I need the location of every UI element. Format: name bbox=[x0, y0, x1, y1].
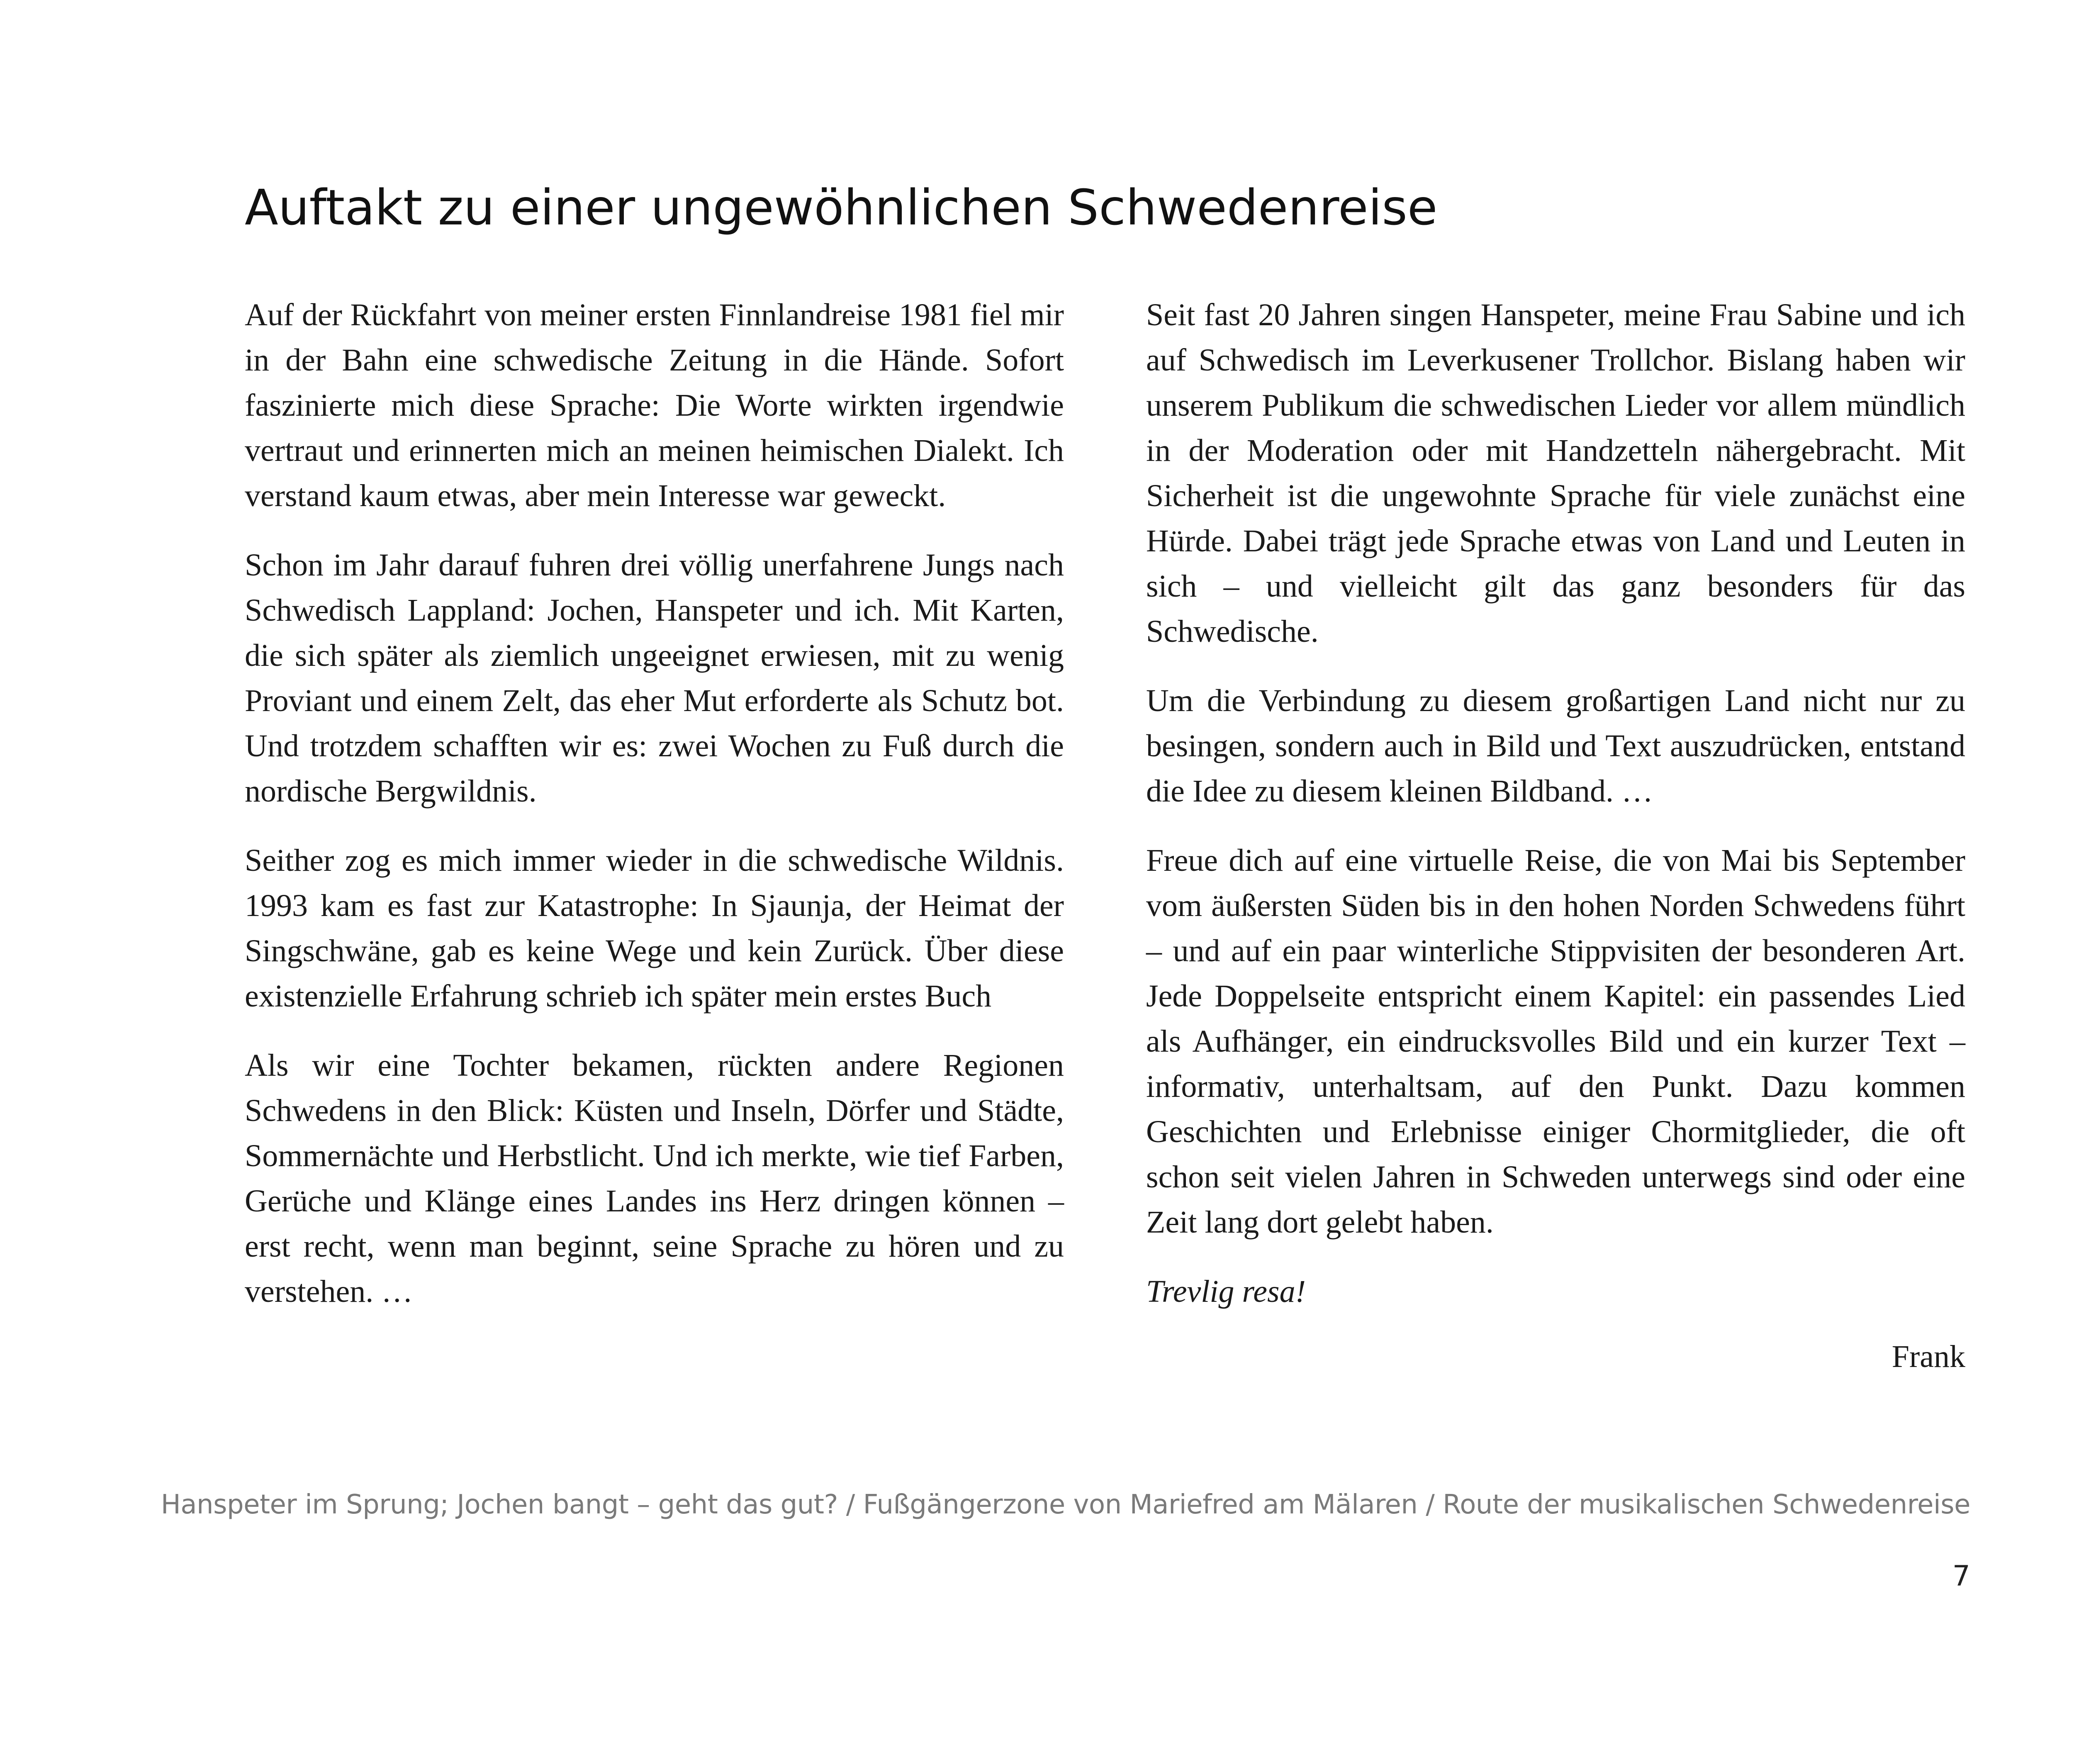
page-number: 7 bbox=[1952, 1560, 1970, 1593]
author-signature: Frank bbox=[1891, 1339, 1965, 1374]
paragraph: Auf der Rückfahrt von meiner ersten Finnlandreise 1981 fiel mir in der Bahn eine schwedische Zeitung in die Hände. Sofort faszinierte mich diese Sprache: Die Worte wirkten irgendwie vertraut und erinnerten mich an meinen heimischen Dialekt. Ich verstand kaum etwas, aber mein Interesse war geweckt. bbox=[245, 297, 1064, 513]
paragraph: Schon im Jahr darauf fuhren drei völlig unerfahrene Jungs nach Schwedisch Lappland: Jochen, Hanspeter und ich. Mit Karten, die sich später als ziemlich ungeeignet erwiesen, mit zu wenig Proviant und einem Zelt, das eher Mut erforderte als Schutz bot. Und trotzdem schafften wir es: zwei Wochen zu Fuß durch die nordische Bergwildnis. bbox=[245, 548, 1064, 809]
paragraph: Seit fast 20 Jahren singen Hanspeter, meine Frau Sabine und ich auf Schwedisch im Leverkusener Trollchor. Bislang haben wir unserem Publikum die schwedischen Lieder vor allem mündlich in der Moderation oder mit Handzetteln nähergebracht. Mit Sicherheit ist die ungewohnte Sprache für viele zunächst eine Hürde. Dabei trägt jede Sprache etwas von Land und Leuten in sich – und vielleicht gilt das ganz besonders für das Schwedische. bbox=[1146, 297, 1965, 649]
left-text-column bbox=[245, 292, 1064, 1338]
image-caption: Hanspeter im Sprung; Jochen bangt – geht das gut? / Fußgängerzone von Mariefred am Mälaren / Route der musikalischen Schwedenreise bbox=[161, 1489, 1970, 1520]
closing-greeting: Trevlig resa! bbox=[1146, 1274, 1306, 1309]
paragraph: Als wir eine Tochter bekamen, rückten andere Regionen Schwedens in den Blick: Küsten und Inseln, Dörfer und Städte, Sommernächte und Herbstlicht. Und ich merkte, wie tief Farben, Gerüche und Klänge eines Landes ins Herz dringen können – erst recht, wenn man beginnt, seine Sprache zu hören und zu verstehen. … bbox=[245, 1048, 1064, 1309]
paragraph: Freue dich auf eine virtuelle Reise, die von Mai bis September vom äußersten Süden bis in den hohen Norden Schwedens führt – und auf ein paar winterliche Stippvisiten der besonderen Art. Jede Doppelseite entspricht einem Kapitel: ein passendes Lied als Aufhänger, ein eindrucksvolles Bild und ein kurzer Text – informativ, unterhaltsam, auf den Punkt. Dazu kommen Geschichten und Erlebnisse einiger Chormitglieder, die oft schon seit vielen Jahren in Schweden unterwegs sind oder eine Zeit lang dort gelebt haben. bbox=[1146, 843, 1965, 1240]
page-title: Auftakt zu einer ungewöhnlichen Schwedenreise bbox=[245, 179, 1438, 236]
right-text-column bbox=[1146, 292, 1965, 1403]
paragraph: Um die Verbindung zu diesem großartigen Land nicht nur zu besingen, sondern auch in Bild und Text auszudrücken, entstand die Idee zu diesem kleinen Bildband. … bbox=[1146, 683, 1965, 809]
paragraph: Seither zog es mich immer wieder in die schwedische Wildnis. 1993 kam es fast zur Katastrophe: In Sjaunja, der Heimat der Singschwäne, gab es keine Wege und kein Zurück. Über diese existenzielle Erfahrung schrieb ich später mein erstes Buch bbox=[245, 843, 1064, 1014]
